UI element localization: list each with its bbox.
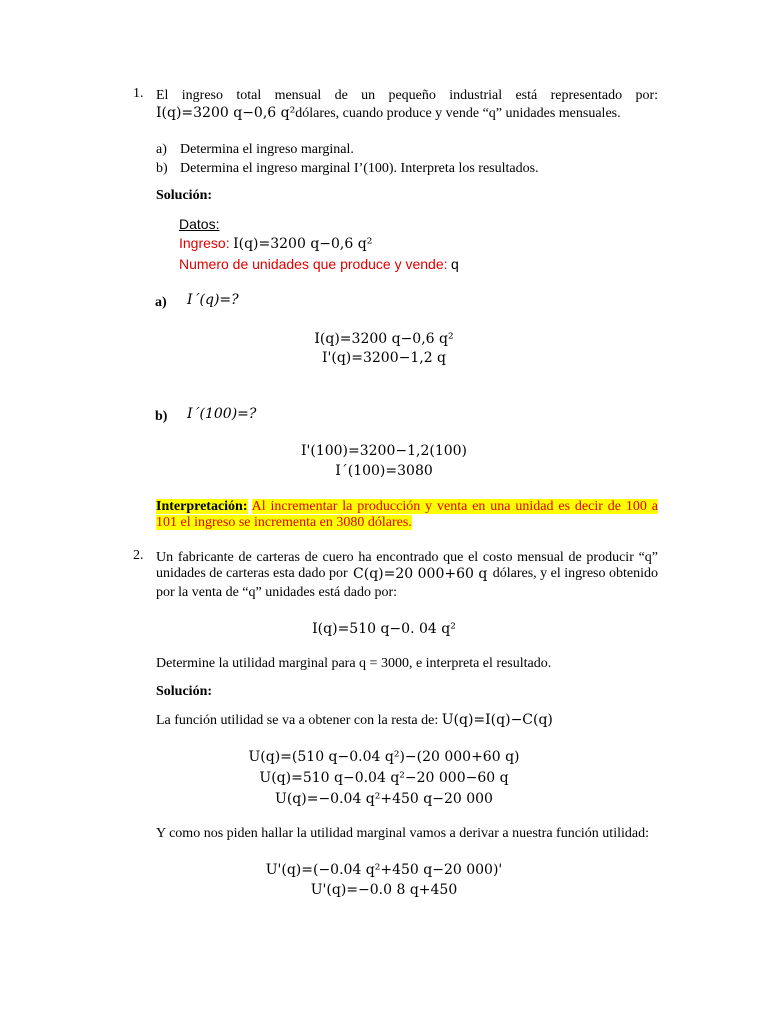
utility-intro: [156, 712, 553, 729]
interpretation-text: Al incrementar la producción y venta en una unidad es decir de 100 a 101 el ingreso se incrementa en 3080 dólares.: [156, 499, 658, 530]
problem-1-statement-line2: [156, 105, 621, 122]
utility-definition: U(q)=I(q)−C(q): [441, 712, 553, 728]
datos-heading: Datos:: [179, 216, 220, 232]
solution-heading-2: Solución:: [156, 684, 213, 699]
item-a-label: a): [156, 142, 167, 157]
item-b-text: Determina el ingreso marginal I’(100). Interpreta los resultados.: [180, 161, 539, 176]
problem-1-number: 1.: [133, 86, 144, 101]
interpretation-paragraph: [156, 499, 658, 531]
problem-2-line2-pre: unidades de carteras esta dado por: [156, 566, 348, 581]
utility-equation-3: U(q)=−0.04 q²+450 q−20 000: [275, 791, 493, 807]
part-a-label: a): [155, 295, 167, 310]
ingreso-formula: I(q)=3200 q−0,6 q²: [233, 236, 373, 252]
part-a-question: I´(q)=?: [187, 292, 239, 308]
ingreso-label: Ingreso:: [179, 235, 230, 251]
datos-ingreso: [179, 235, 372, 253]
determine-text: Determine la utilidad marginal para q = 3000, e interpreta el resultado.: [156, 656, 552, 671]
income-formula-inline: I(q)=3200 q−0,6 q²: [156, 105, 296, 121]
problem-2-line2-post: dólares, y el ingreso obtenido: [492, 566, 658, 581]
problem-1-statement-line1: El ingreso total mensual de un pequeño industrial está representado por:: [156, 88, 658, 103]
solution-heading-1: Solución:: [156, 188, 213, 203]
utility-intro-text: La función utilidad se va a obtener con la resta de:: [156, 713, 439, 728]
part-a-equation-2: I'(q)=3200−1,2 q: [321, 350, 447, 366]
part-b-equation-2: I´(100)=3080: [335, 463, 433, 479]
interpretation-label: Interpretación:: [156, 499, 248, 514]
part-b-label: b): [155, 409, 168, 424]
item-b-label: b): [156, 161, 168, 176]
utility-equation-1: U(q)=(510 q−0.04 q²)−(20 000+60 q): [248, 749, 520, 765]
income-equation: I(q)=510 q−0. 04 q²: [312, 621, 456, 637]
utility-equation-2: U(q)=510 q−0.04 q²−20 000−60 q: [259, 770, 509, 786]
derive-text: Y como nos piden hallar la utilidad marginal vamos a derivar a nuestra función utilidad:: [156, 826, 649, 841]
part-b-question: I´(100)=?: [187, 406, 257, 422]
cost-formula: C(q)=20 000+60 q: [353, 566, 488, 582]
unidades-value: q: [451, 256, 459, 272]
problem-2-statement-line1: Un fabricante de carteras de cuero ha encontrado que el costo mensual de producir “q”: [156, 550, 658, 565]
problem-2-statement-line3: por la venta de “q” unidades está dado por:: [156, 585, 398, 600]
problem-2-number: 2.: [133, 548, 144, 563]
item-a-text: Determina el ingreso marginal.: [180, 142, 354, 157]
derivative-equation-1: U'(q)=(−0.04 q²+450 q−20 000)': [265, 862, 503, 878]
part-b-equation-1: I'(100)=3200−1,2(100): [300, 443, 468, 459]
problem-1-statement-rest: dólares, cuando produce y vende “q” unidades mensuales.: [295, 106, 621, 121]
part-a-equation-1: I(q)=3200 q−0,6 q²: [314, 331, 454, 347]
unidades-label: Numero de unidades que produce y vende:: [179, 256, 448, 272]
datos-unidades: [179, 256, 459, 274]
problem-2-statement-line2: [156, 566, 658, 582]
derivative-equation-2: U'(q)=−0.0 8 q+450: [310, 882, 458, 898]
